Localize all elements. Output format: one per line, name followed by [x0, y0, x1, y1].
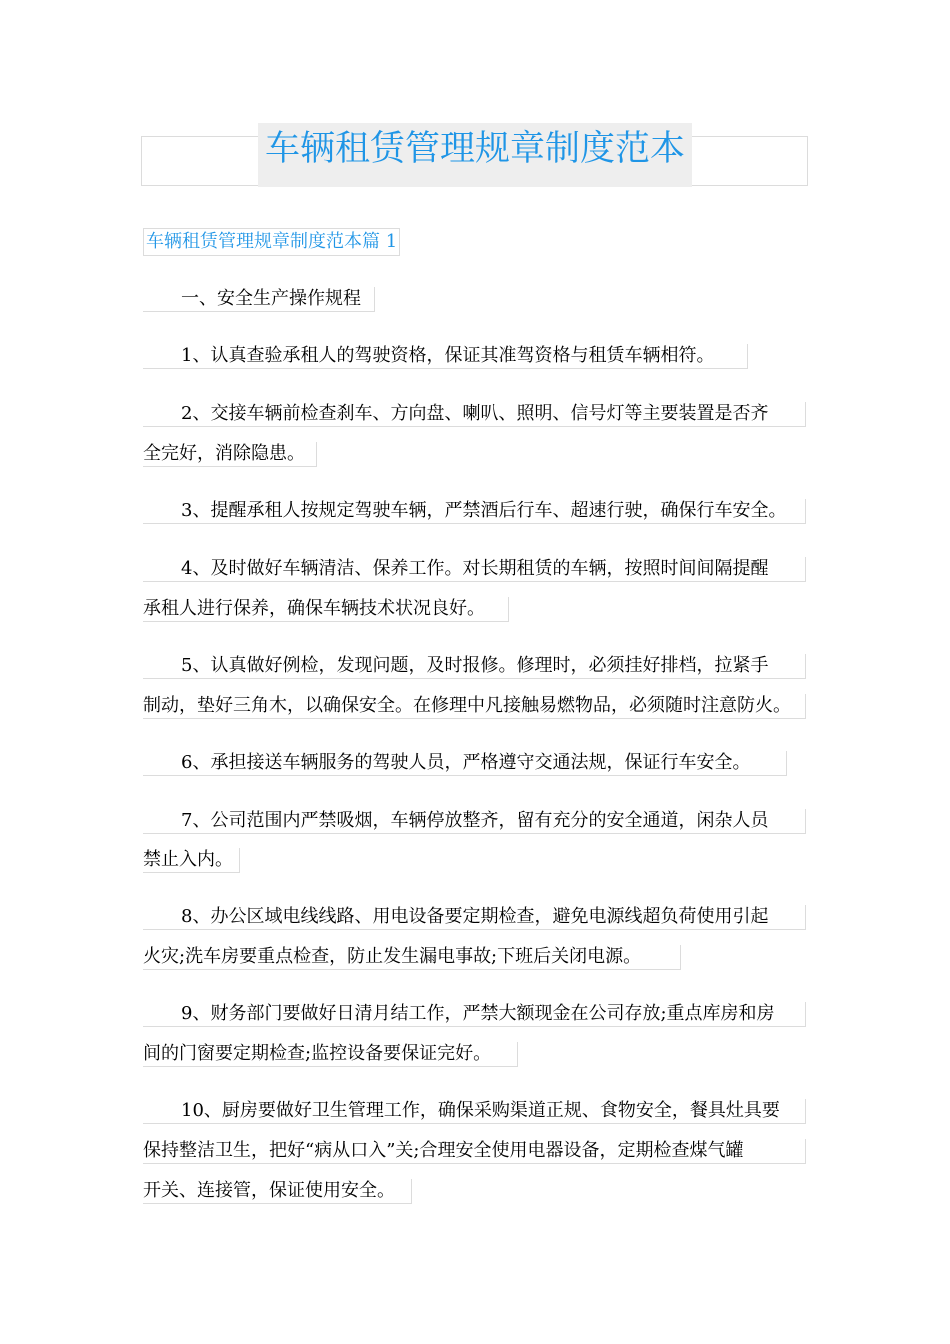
item-3-line-1: 3、提醒承租人按规定驾驶车辆，严禁酒后行车、超速行驶，确保行车安全。 [143, 499, 806, 524]
item-8-line-2: 火灾;洗车房要重点检查，防止发生漏电事故;下班后关闭电源。 [143, 945, 681, 970]
item-5-line-1: 5、认真做好例检，发现问题，及时报修。修理时，必须挂好排档，拉紧手 [143, 654, 806, 679]
item-10-line-3: 开关、连接管，保证使用安全。 [143, 1179, 412, 1204]
item-7-line-1: 7、公司范围内严禁吸烟，车辆停放整齐，留有充分的安全通道，闲杂人员 [143, 809, 806, 834]
section-subtitle: 车辆租赁管理规章制度范本篇 1 [143, 228, 400, 256]
item-1-line-1: 1、认真查验承租人的驾驶资格，保证其准驾资格与租赁车辆相符。 [143, 344, 748, 369]
section-heading: 一、安全生产操作规程 [143, 287, 375, 312]
item-9-line-1: 9、财务部门要做好日清月结工作，严禁大额现金在公司存放;重点库房和房 [143, 1002, 806, 1027]
item-2-line-1: 2、交接车辆前检查刹车、方向盘、喇叭、照明、信号灯等主要装置是否齐 [143, 402, 806, 427]
item-4-line-1: 4、及时做好车辆清洁、保养工作。对长期租赁的车辆，按照时间间隔提醒 [143, 557, 806, 582]
item-6-line-1: 6、承担接送车辆服务的驾驶人员，严格遵守交通法规，保证行车安全。 [143, 751, 787, 776]
item-8-line-1: 8、办公区域电线线路、用电设备要定期检查，避免电源线超负荷使用引起 [143, 905, 806, 930]
item-7-line-2: 禁止入内。 [143, 848, 240, 873]
item-5-line-2: 制动，垫好三角木，以确保安全。在修理中凡接触易燃物品，必须随时注意防火。 [143, 694, 806, 719]
document-title: 车辆租赁管理规章制度范本 [258, 123, 692, 187]
item-10-line-1: 10、厨房要做好卫生管理工作，确保采购渠道正规、食物安全，餐具灶具要 [143, 1099, 806, 1124]
item-2-line-2: 全完好，消除隐患。 [143, 442, 317, 467]
item-10-line-2: 保持整洁卫生，把好“病从口入”关;合理安全使用电器设备，定期检查煤气罐 [143, 1139, 806, 1164]
item-9-line-2: 间的门窗要定期检查;监控设备要保证完好。 [143, 1042, 518, 1067]
item-4-line-2: 承租人进行保养，确保车辆技术状况良好。 [143, 597, 509, 622]
